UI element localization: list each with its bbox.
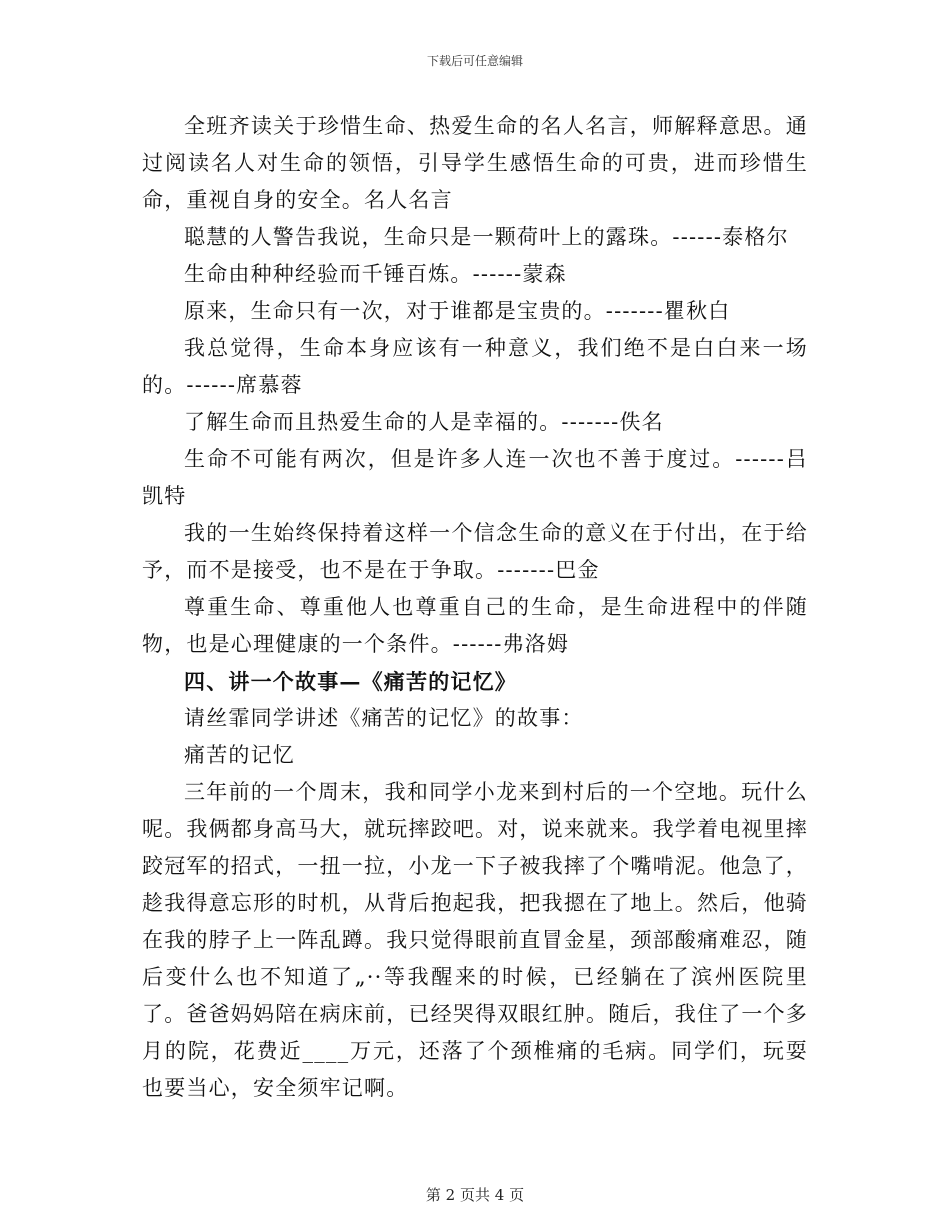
section-heading: 四、讲一个故事—《痛苦的记忆》 [184, 669, 517, 694]
quote-paragraph: 尊重生命、尊重他人也尊重自己的生命，是生命进程中的伴随物，也是心理健康的一个条件。------弗洛姆 [142, 595, 808, 656]
paragraph: 请丝霏同学讲述《痛苦的记忆》的故事： [184, 706, 584, 730]
quote-paragraph: 聪慧的人警告我说，生命只是一颗荷叶上的露珠。------泰格尔 [184, 225, 789, 249]
quote-paragraph: 了解生命而且热爱生命的人是幸福的。-------佚名 [184, 410, 664, 434]
quote-paragraph: 原来，生命只有一次，对于谁都是宝贵的。-------瞿秋白 [184, 299, 731, 323]
page-footer: 第 2 页共 4 页 [425, 1186, 525, 1204]
page-header: 下载后可任意编辑 [426, 54, 523, 68]
document-body [142, 108, 808, 1107]
paragraph: 全班齐读关于珍惜生命、热爱生命的名人名言，师解释意思。通过阅读名人对生命的领悟，引导学生感悟生命的可贵，进而珍惜生命，重视自身的安全。名人名言 [142, 114, 808, 212]
quote-paragraph: 生命不可能有两次，但是许多人连一次也不善于度过。------吕凯特 [142, 447, 808, 508]
story-paragraph: 三年前的一个周末，我和同学小龙来到村后的一个空地。玩什么呢。我俩都身高马大，就玩摔跤吧。对，说来就来。我学着电视里摔跤冠军的招式，一扭一拉，小龙一下子被我摔了个嘴啃泥。他急了，趁我得意忘形的时机，从背后抱起我，把我摁在了地上。然后，他骑在我的脖子上一阵乱蹲。我只觉得眼前直冒金星，颈部酸痛难忍，随后变什么也不知道了„··等我醒来的时候，已经躺在了滨州医院里了。爸爸妈妈陪在病床前，已经哭得双眼红肿。随后，我住了一个多月的院，花费近____万元，还落了个颈椎痛的毛病。同学们，玩耍也要当心，安全须牢记啊。 [142, 780, 808, 1100]
story-title: 痛苦的记忆 [184, 743, 295, 767]
quote-paragraph: 我的一生始终保持着这样一个信念生命的意义在于付出，在于给予，而不是接受，也不是在于争取。-------巴金 [142, 521, 808, 582]
quote-paragraph: 生命由种种经验而千锤百炼。------蒙森 [184, 262, 567, 286]
quote-paragraph: 我总觉得，生命本身应该有一种意义，我们绝不是白白来一场的。------席慕蓉 [142, 336, 808, 397]
